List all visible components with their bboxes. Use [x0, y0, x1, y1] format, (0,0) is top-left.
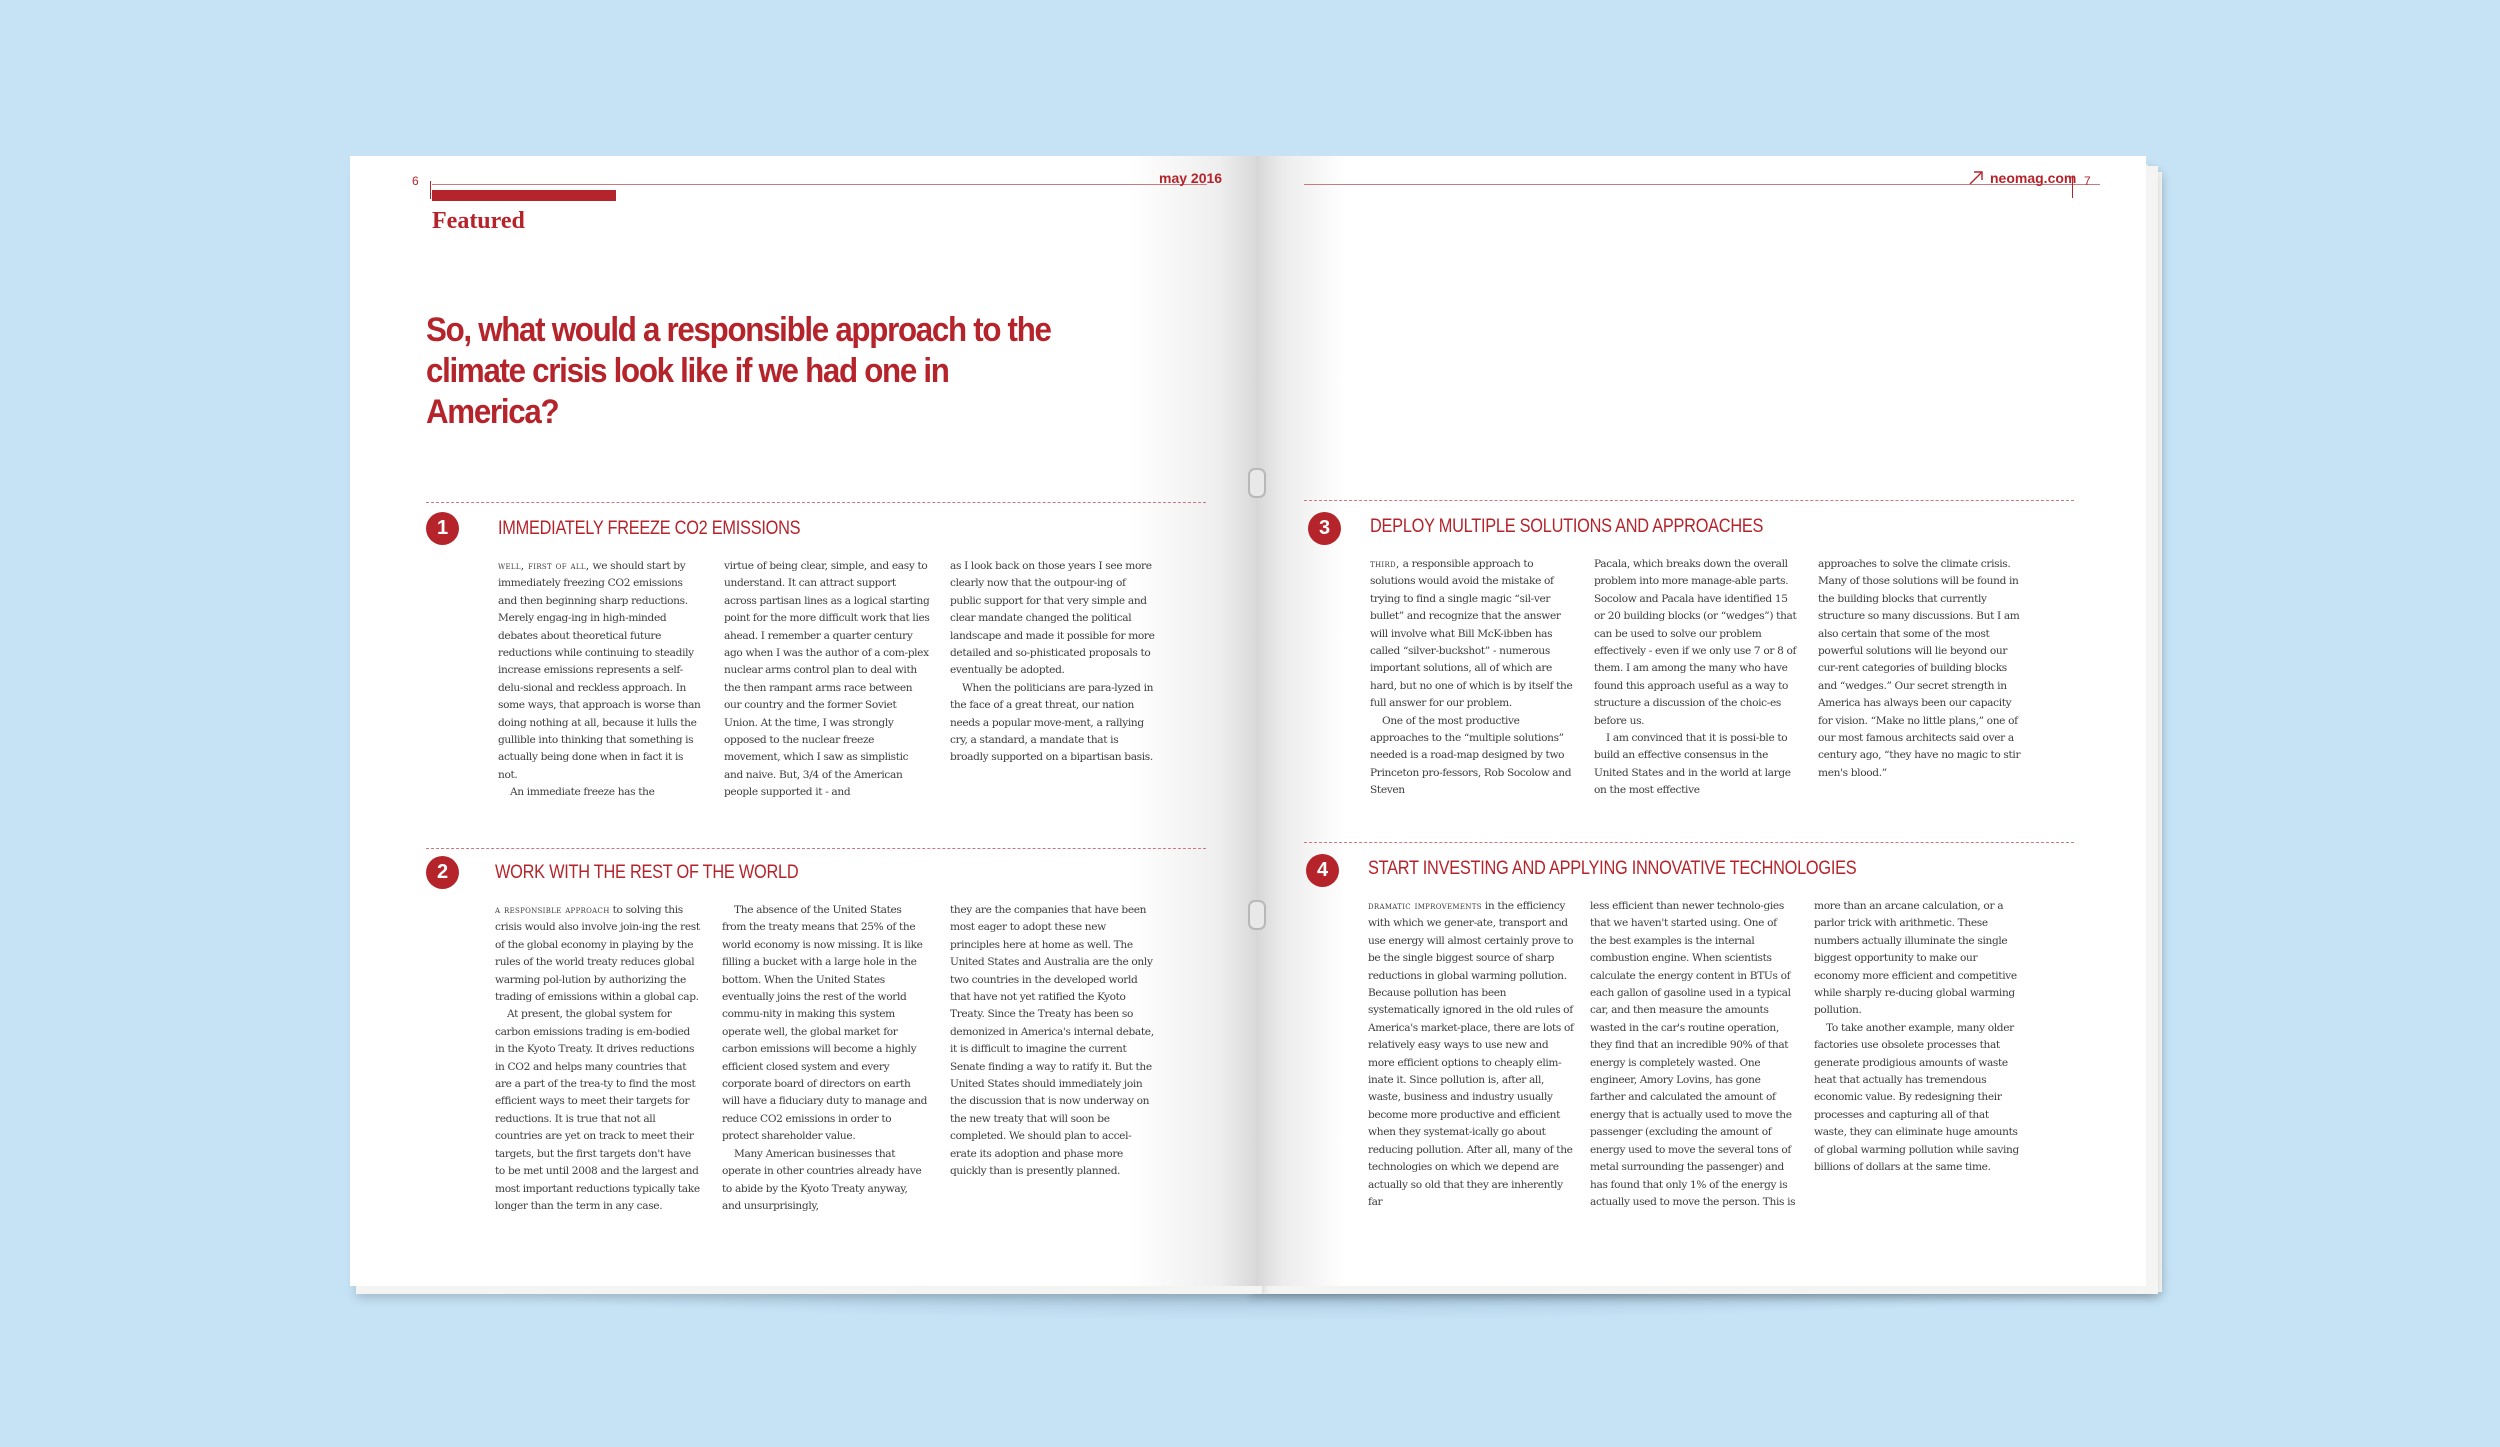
section-divider: [1304, 500, 2074, 501]
section-number-badge: 1: [426, 512, 459, 545]
site-label[interactable]: neomag.com: [1990, 170, 2077, 186]
section-divider: [1304, 842, 2074, 843]
binding-staple: [1248, 900, 1266, 930]
lead-in: a responsible approach: [495, 904, 610, 916]
lead-in: third,: [1370, 558, 1400, 570]
left-page: [350, 156, 1256, 1286]
text-column: Pacala, which breaks down the overall problem into more manage-able parts. Socolow and Pacala have identified 15 or 20 building blocks (or “wedges”) that can be used to solve our problem effectively - even if we only use 7 or 8 of them. I am among the many who have found this approach useful as a way to structure a discussion of the choic-es before us. I am convinced that it is possi-ble to build an effective consensus in the United States and in the world at large on the most effective: [1594, 558, 1797, 797]
text-column: dramatic improvements in the efficiency with which we gener-ate, transport and use energy will almost certainly prove to be the single biggest source of sharp reductions in global warming pollution. Because pollution has been systematically ignored in the old rules of America's market-place, there are lots of relatively easy ways to use new and more efficient options to cheaply elim-inate it. Since pollution is, after all, waste, business and industry usually become more productive and efficient when they systemat-ically go about reducing pollution. After all, many of the technologies on which we depend are actually so old that they are inherently far: [1368, 900, 1574, 1208]
page-number: 6: [412, 174, 419, 188]
right-page: [1256, 156, 2146, 1286]
section-number-badge: 4: [1306, 854, 1339, 887]
text-column: virtue of being clear, simple, and easy to understand. It can attract support across partisan lines as a logical starting point for the more difficult work that lies ahead. I remember a quarter century ago when I was the author of a com-plex nuclear arms control plan to deal with the then rampant arms race between our country and the former Soviet Union. At the time, I was strongly opposed to the nuclear freeze movement, which I saw as simplistic and naive. But, 3/4 of the American people supported it - and: [724, 560, 930, 799]
section-divider: [426, 848, 1206, 849]
text-column: as I look back on those years I see more clearly now that the outpour-ing of public support for that very simple and clear mandate changed the political landscape and made it possible for more detailed and so-phisticated proposals to eventually be adopted. When the politicians are para-lyzed in the face of a great threat, our nation needs a popular move-ment, a rallying cry, a standard, a mandate that is broadly supported on a bipartisan basis.: [950, 560, 1155, 764]
text-column: more than an arcane calculation, or a parlor trick with arithmetic. These numbers actually illuminate the single biggest opportunity to make our economy more efficient and competitive while sharply re-ducing global warming pollution. To take another example, many older factories use obsolete processes that generate prodigious amounts of waste heat that actually has tremendous economic value. By redesigning their processes and capturing all of that waste, they can eliminate huge amounts of global warming pollution while saving billions of dollars at the same time.: [1814, 900, 2019, 1174]
section-title: START INVESTING AND APPLYING INNOVATIVE TECHNOLOGIES: [1368, 858, 1857, 879]
header-tick: [2072, 176, 2073, 198]
text-column: less efficient than newer technolo-gies that we haven't started using. One of the best examples is the internal combustion engine. When scientists calculate the energy content in BTUs of each gallon of gasoline used in a typical car, and then measure the amounts wasted in the car's routine operation, they find that an incredible 90% of that energy is completely wasted. One engineer, Amory Lovins, has gone farther and calculated the amount of energy that is actually used to move the passenger (excluding the amount of energy used to move the several tons of metal surrounding the passenger) and has found that only 1% of the energy is actually used to move the person. This is: [1590, 900, 1796, 1208]
page-headline: So, what would a responsible approach to the climate crisis look like if we had one in America?: [426, 311, 1051, 431]
text-column: The absence of the United States from the treaty means that 25% of the world economy is now missing. It is like filling a bucket with a large hole in the bottom. When the United States eventually joins the rest of the world commu-nity in making this system operate well, the global market for carbon emissions will become a highly efficient closed system and every corporate board of directors on earth will have a fiduciary duty to manage and reduce CO2 emissions in order to protect shareholder value. Many American businesses that operate in other countries already have to abide by the Kyoto Treaty anyway, and unsurprisingly,: [722, 904, 928, 1212]
arrow-up-right-icon: [1968, 170, 1984, 186]
page-number: 7: [2084, 174, 2091, 188]
text-column: a responsible approach to solving this crisis would also involve join-ing the rest of the global economy in playing by the rules of the world treaty reduces global warming pol-lution by authorizing the trading of emissions within a global cap. At present, the global system for carbon emissions trading is em-bodied in the Kyoto Treaty. It drives reductions in CO2 and helps many countries that are a part of the trea-ty to find the most efficient ways to meet their targets for reductions. It is true that not all countries are yet on track to meet their targets, but the first targets don't have to be met until 2008 and the largest and most important reductions typically take longer than the term in any case.: [495, 904, 700, 1212]
header-rule: [432, 184, 1207, 185]
text-column: well, first of all, we should start by immediately freezing CO2 emissions and then beginning sharp reductions. Merely engag-ing in high-minded debates about theoretical future reductions while continuing to steadily increase emissions represents a self-delu-sional and reckless approach. In some ways, that approach is worse than doing nothing at all, because it lulls the gullible into thinking that something is actually being done when in fact it is not. An immediate freeze has the: [498, 560, 701, 799]
section-title: DEPLOY MULTIPLE SOLUTIONS AND APPROACHES: [1370, 516, 1764, 537]
section-title: IMMEDIATELY FREEZE CO2 EMISSIONS: [498, 518, 801, 539]
header-tick: [430, 181, 431, 199]
section-bar: [432, 190, 616, 201]
issue-label: may 2016: [1159, 170, 1223, 186]
text-column: third, a responsible approach to solutions would avoid the mistake of trying to find a single magic “sil-ver bullet” and recognize that the answer will involve what Bill McK-ibben has called “silver-buckshot” - numerous important solutions, all of which are hard, but no one of which is by itself the full answer for our problem. One of the most productive approaches to the “multiple solutions” needed is a road-map designed by two Princeton pro-fessors, Rob Socolow and Steven: [1370, 558, 1573, 797]
lead-in: well, first of all,: [498, 560, 590, 572]
section-label: Featured: [432, 208, 525, 234]
lead-in: dramatic improvements: [1368, 900, 1482, 912]
section-title: WORK WITH THE REST OF THE WORLD: [495, 862, 799, 883]
section-divider: [426, 502, 1206, 503]
section-number-badge: 3: [1308, 512, 1341, 545]
binding-staple: [1248, 468, 1266, 498]
section-number-badge: 2: [426, 856, 459, 889]
text-column: approaches to solve the climate crisis. Many of those solutions will be found in the building blocks that currently structure so many discussions. But I am also certain that some of the most powerful solutions will lie beyond our cur-rent categories of building blocks and “wedges.” Our secret strength in America has always been our capacity for vision. “Make no little plans,” one of our most famous architects said over a century ago, “they have no magic to stir men's blood.”: [1818, 558, 2021, 779]
text-column: they are the companies that have been most eager to adopt these new principles here at home as well. The United States and Australia are the only two countries in the developed world that have not yet ratified the Kyoto Treaty. Since the Treaty has been so demonized in America's internal debate, it is difficult to imagine the current Senate finding a way to ratify it. But the United States should immediately join the discussion that is now underway on the new treaty that will soon be completed. We should plan to accel-erate its adoption and phase more quickly than is presently planned.: [950, 904, 1154, 1178]
